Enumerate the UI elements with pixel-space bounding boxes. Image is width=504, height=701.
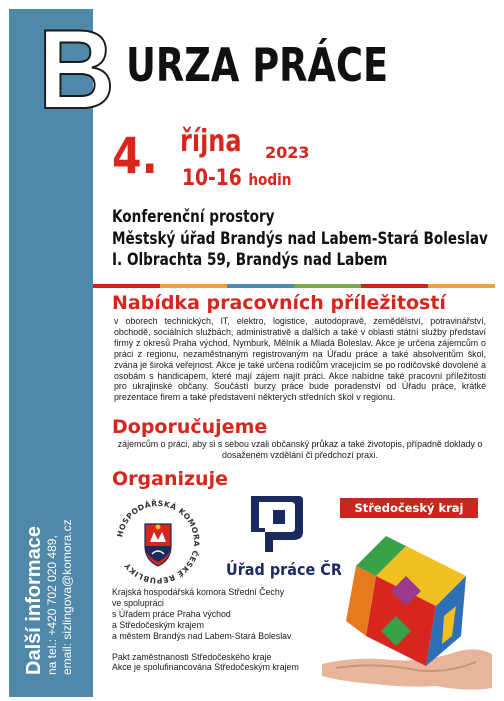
venue-line-3: I. Olbrachta 59, Brandýs nad Labem	[112, 250, 388, 270]
recommend-text: zájemcům o práci, aby si s sebou vzali občanský průkaz a také životopis, případně doklady o dosaženém vzdělání či předchozí praxi.	[117, 439, 483, 460]
page-title: URZA PRÁCE	[126, 38, 389, 92]
stripe-segment	[361, 284, 428, 288]
event-day: 4.	[112, 127, 158, 185]
stripe-segment	[294, 284, 361, 288]
partner-line-5: a městem Brandýs nad Labem-Stará Boleslav	[112, 630, 292, 641]
labor-office-label: Úřad práce ČR	[226, 560, 342, 579]
labor-office-emblem-icon	[251, 496, 303, 552]
venue-line-2: Městský úřad Brandýs nad Labem-Stará Boleslav	[112, 228, 488, 249]
partner-line-1: Krajská hospodářská komora Střední Čechy	[112, 587, 285, 597]
partner-line-4: a Středočeským krajem	[112, 619, 204, 630]
stripe-segment	[160, 284, 227, 288]
stripe-segment	[93, 284, 160, 288]
labor-office-logo	[243, 492, 307, 556]
colored-cube-icon	[346, 536, 466, 666]
sidebar-email: email: sizlingova@komora.cz	[60, 519, 74, 675]
hand-with-cube-image	[316, 536, 496, 696]
event-time	[182, 166, 291, 193]
event-year: 2023	[265, 143, 310, 162]
organizer-heading: Organizuje	[112, 468, 228, 490]
cofinance-line-2: Akce je spolufinancována Středočeským krajem	[112, 662, 299, 673]
chamber-of-commerce-logo	[112, 496, 204, 588]
venue-block	[112, 207, 488, 272]
recommend-heading: Doporučujeme	[112, 416, 268, 438]
sidebar-title: Další informace	[23, 526, 45, 675]
chamber-shield-icon	[145, 524, 171, 566]
partners-block	[112, 587, 342, 673]
partner-line-3: s Úřadem práce Praha východ	[112, 608, 231, 619]
cofinance-line-1: Pakt zaměstnanosti Středočeského kraje	[112, 651, 272, 662]
event-time-unit: hodin	[248, 170, 292, 189]
title-initial: B	[38, 7, 115, 132]
color-stripe	[93, 284, 495, 288]
stripe-segment	[428, 284, 495, 288]
event-time-range: 10-16	[182, 166, 242, 191]
partner-line-2: ve spolupráci	[112, 597, 164, 608]
venue-line-1: Konferenční prostory	[112, 207, 275, 227]
sidebar-contact-block	[23, 375, 75, 675]
sidebar-phone: na tel.: +420 702 020 489,	[45, 535, 59, 675]
offers-text: v oborech technických, IT, elektro, logistice, autodopravě, zemědělství, potravinářství, obchodě, sociálních službách, administrativě a dalších a také v oblasti státní služby představí firmy z okresů Praha východ, Nymburk, Mělník a Mladá Boleslav. Akce je určena zájemcům o práci z regionu, nezaměstnaným registrovaným na Úřadu práce a také absolventům škol, zvána je široká veřejnost. Akce je také určena rodičům vracejícím se po rodičovské dovolené a osobám s handicapem, které mají zájem najít práci. Akce nabídne také pracovní příležitosti pro ukrajinské občany. Součástí burzy práce bude poradenství od Úřadu práce, krátké prezentace firem a také představení některých středních škol v regionu.	[114, 316, 486, 403]
stripe-segment	[227, 284, 294, 288]
region-badge: Středočeský kraj	[340, 498, 478, 518]
chamber-ring-text: HOSPODÁŘSKÁ KOMORA ČESKÉ REPUBLIKY	[115, 498, 202, 586]
offers-heading: Nabídka pracovních příležitostí	[112, 292, 446, 314]
event-month: října	[180, 124, 242, 159]
